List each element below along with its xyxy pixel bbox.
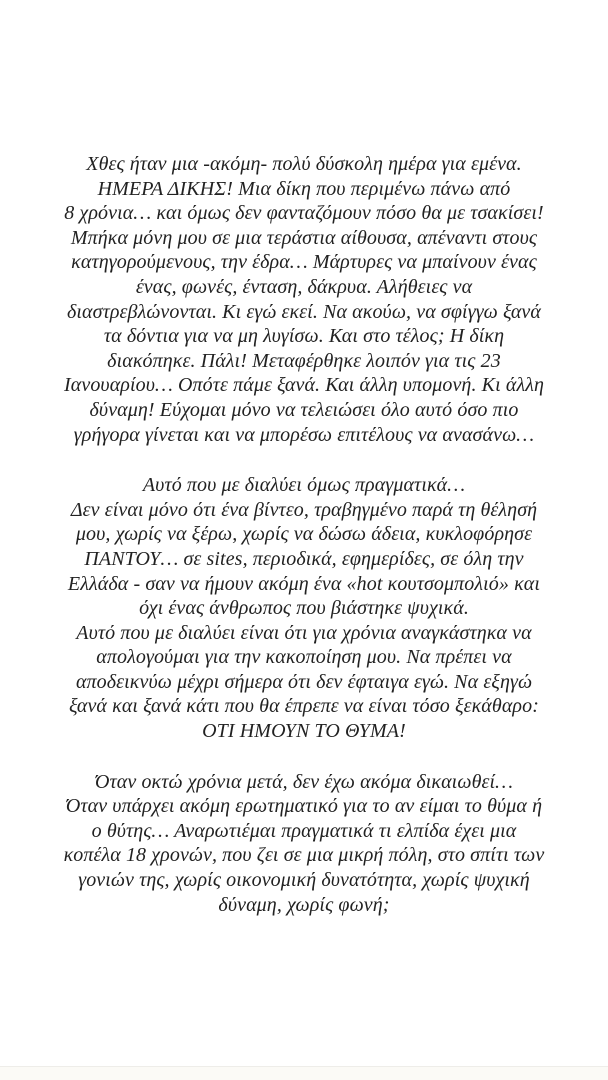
text-line: ΠΑΝΤΟΥ… σε sites, περιοδικά, εφημερίδες, σε όλη την [84,547,524,570]
text-line: κοπέλα 18 χρονών, που ζει σε μια μικρή πόλη, στο σπίτι των [63,844,545,867]
text-line: κατηγορούμενους, την έδρα… Μάρτυρες να μπαίνουν ένας [71,251,537,274]
text-line: Αυτό που με διαλύει είναι ότι για χρόνια αναγκάστηκα να [76,621,532,644]
text-line: ξανά και ξανά κάτι που θα έπρεπε να είναι τόσο ξεκάθαρο: [69,695,539,718]
text-line: διαστρεβλώνονται. Κι εγώ εκεί. Να ακούω, να σφίγγω ξανά [66,300,541,323]
paragraph [24,473,584,744]
text-line: Όταν υπάρχει ακόμη ερωτηματικό για το αν είμαι το θύμα ή [65,795,543,818]
text-line: όχι ένας άνθρωπος που βιάστηκε ψυχικά. [139,597,469,620]
text-line: 8 χρόνια… και όμως δεν φανταζόμουν πόσο θα με τσακίσει! [64,202,544,225]
text-line: διακόπηκε. Πάλι! Μεταφέρθηκε λοιπόν για τις 23 [107,349,501,372]
text-line: μου, χωρίς να ξέρω, χωρίς να δώσω άδεια, κυκλοφόρησε [75,523,533,546]
text-line: ΟΤΙ ΗΜΟΥΝ ΤΟ ΘΥΜΑ! [202,720,406,743]
text-line: δύναμη! Εύχομαι μόνο να τελειώσει όλο αυτό όσο πιο [89,398,519,421]
text-line: απολογούμαι για την κακοποίηση μου. Να πρέπει να [96,646,512,669]
bottom-edge-smudge [0,1066,608,1080]
paragraph [24,770,584,918]
text-line: ο θύτης… Αναρωτιέμαι πραγματικά τι ελπίδα έχει μια [91,819,517,842]
text-line: δύναμη, χωρίς φωνή; [218,893,390,916]
paragraph [24,152,584,447]
text-line: γρήγορα γίνεται και να μπορέσω επιτέλους να ανασάνω… [73,423,535,446]
text-line: ΗΜΕΡΑ ΔΙΚΗΣ! Μια δίκη που περιμένω πάνω από [97,177,511,200]
text-line: Ελλάδα - σαν να ήμουν ακόμη ένα «hot κουτσομπολιό» και [67,572,541,595]
text-line: Ιανουαρίου… Οπότε πάμε ξανά. Και άλλη υπομονή. Κι άλλη [63,374,544,397]
text-line: Όταν οκτώ χρόνια μετά, δεν έχω ακόμα δικαιωθεί… [94,770,514,793]
text-block [24,152,584,917]
text-line: Δεν είναι μόνο ότι ένα βίντεο, τραβηγμένο παρά τη θέλησή [70,498,538,521]
text-line: γονιών της, χωρίς οικονομική δυνατότητα, χωρίς ψυχική [78,869,530,892]
text-line: τα δόντια για να μη λυγίσω. Και στο τέλος; Η δίκη [103,325,505,348]
text-line: Χθες ήταν μια -ακόμη- πολύ δύσκολη ημέρα για εμένα. [86,153,522,175]
text-line: Μπήκα μόνη μου σε μια τεράστια αίθουσα, απέναντι στους [70,226,538,249]
text-line: ένας, φωνές, ένταση, δάκρυα. Αλήθειες να [135,275,473,298]
text-line: Αυτό που με διαλύει όμως πραγματικά… [142,474,466,497]
text-line: αποδεικνύω μέχρι σήμερα ότι δεν έφταιγα εγώ. Να εξηγώ [75,670,533,693]
